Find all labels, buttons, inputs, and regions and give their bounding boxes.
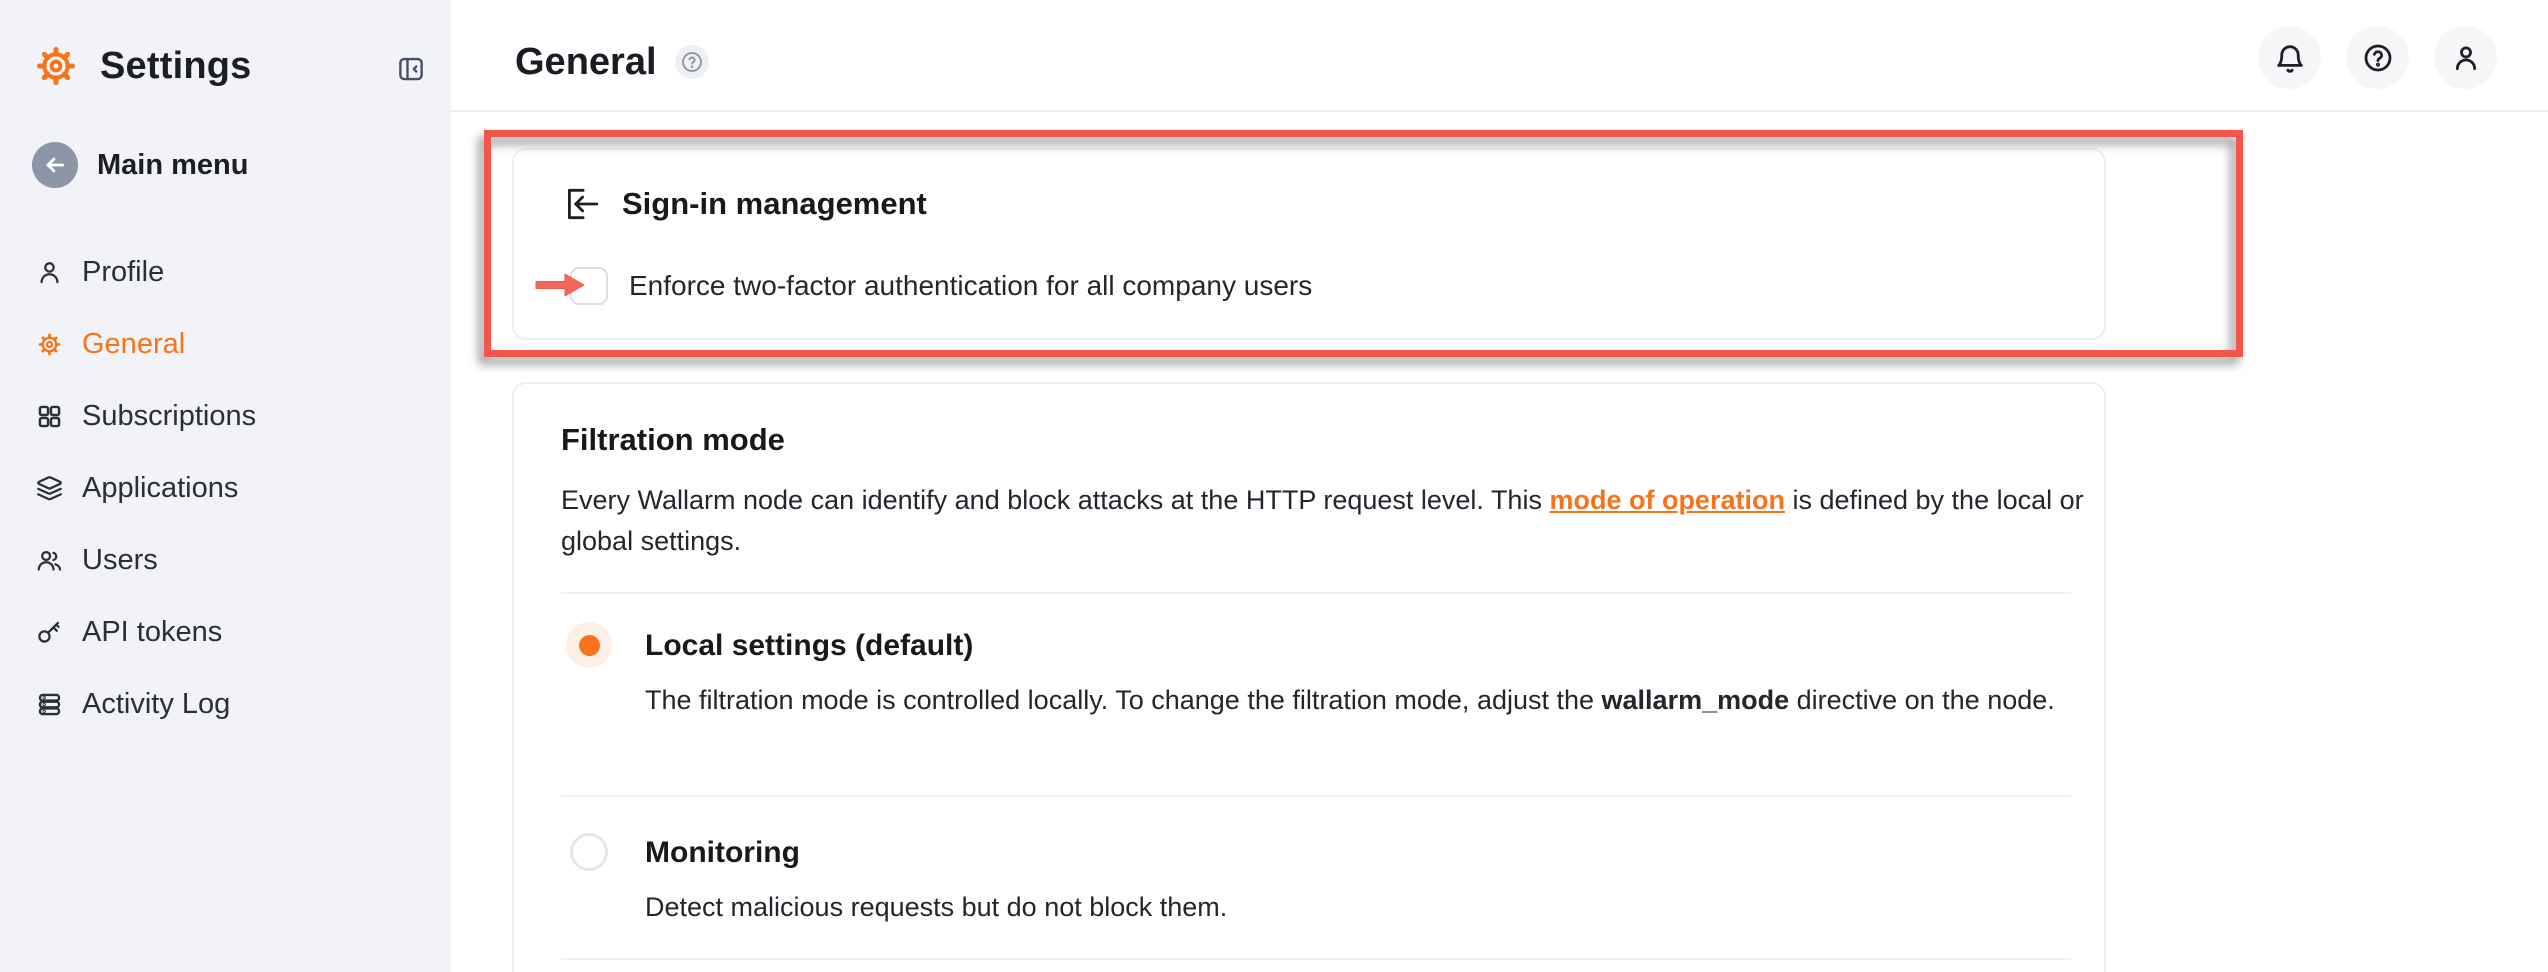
local-settings-title: Local settings (default) xyxy=(645,629,974,662)
sidebar-header xyxy=(33,43,252,89)
back-arrow-icon xyxy=(32,142,78,188)
page-help-button[interactable] xyxy=(675,45,709,79)
filtration-mode-card xyxy=(512,382,2106,972)
grid-icon xyxy=(36,403,63,430)
layers-icon xyxy=(36,475,63,502)
sidebar-title: Settings xyxy=(100,44,252,87)
sign-in-icon xyxy=(561,184,601,224)
sidebar-item-activity-log[interactable]: Activity Log xyxy=(0,668,451,740)
content-area xyxy=(451,112,2548,972)
divider xyxy=(561,795,2071,797)
main-area xyxy=(451,0,2548,972)
activity-log-icon xyxy=(36,691,63,718)
radio-monitoring[interactable] xyxy=(570,833,608,871)
user-icon xyxy=(2450,42,2482,74)
page-header xyxy=(451,0,2548,112)
sidebar-item-general[interactable]: General xyxy=(0,308,451,380)
enforce-2fa-checkbox[interactable] xyxy=(570,267,608,305)
monitoring-title: Monitoring xyxy=(645,836,800,869)
monitoring-description: Detect malicious requests but do not block them. xyxy=(645,892,1228,922)
enforce-2fa-label: Enforce two-factor authentication for all company users xyxy=(629,270,1313,301)
sidebar-item-applications[interactable]: Applications xyxy=(0,452,451,524)
notifications-button[interactable] xyxy=(2258,26,2321,89)
users-icon xyxy=(36,547,63,574)
circled-question-icon xyxy=(680,50,704,74)
header-actions xyxy=(2258,26,2497,89)
question-circle-icon xyxy=(2362,42,2394,74)
sidebar-item-subscriptions[interactable]: Subscriptions xyxy=(0,380,451,452)
sidebar-item-profile[interactable]: Profile xyxy=(0,236,451,308)
main-menu-button[interactable] xyxy=(32,142,248,188)
filtration-card-title: Filtration mode xyxy=(561,422,785,457)
key-icon xyxy=(36,619,63,646)
divider xyxy=(561,592,2071,594)
gear-icon xyxy=(36,331,63,358)
divider xyxy=(561,958,2071,960)
filtration-description: Every Wallarm node can identify and block attacks at the HTTP request level. This mode of operation is defined by the local or global settings. xyxy=(561,485,2084,556)
account-button[interactable] xyxy=(2434,26,2497,89)
signin-management-card xyxy=(512,148,2106,340)
local-settings-description: The filtration mode is controlled locally. To change the filtration mode, adjust the wallarm_mode directive on the node. xyxy=(645,685,2055,715)
sidebar-item-api-tokens[interactable]: API tokens xyxy=(0,596,451,668)
settings-gear-icon xyxy=(33,43,79,89)
sidebar xyxy=(0,0,451,972)
main-menu-label: Main menu xyxy=(97,148,249,181)
radio-local-settings[interactable] xyxy=(566,622,612,668)
user-icon xyxy=(36,259,63,286)
option-monitoring xyxy=(561,833,2145,927)
sidebar-item-users[interactable]: Users xyxy=(0,524,451,596)
mode-of-operation-link[interactable]: mode of operation xyxy=(1549,485,1785,515)
signin-card-title: Sign-in management xyxy=(622,186,927,221)
collapse-sidebar-button[interactable] xyxy=(396,54,426,84)
option-local-settings xyxy=(561,626,2145,720)
bell-icon xyxy=(2273,41,2307,75)
page-title: General xyxy=(515,41,657,83)
enforce-2fa-row xyxy=(570,267,1312,305)
sidebar-nav xyxy=(0,236,451,740)
help-button[interactable] xyxy=(2346,26,2409,89)
collapse-panel-icon xyxy=(396,54,426,84)
radio-dot xyxy=(579,635,600,656)
